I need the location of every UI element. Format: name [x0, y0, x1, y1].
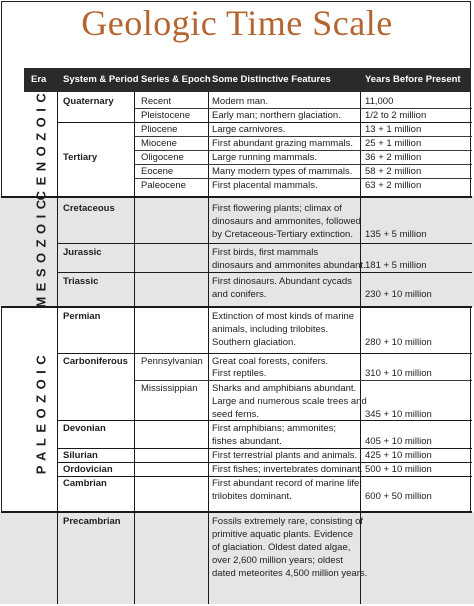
epoch-mississippian: Mississippian — [141, 383, 198, 394]
feature-cambrian: trilobites dominant. — [212, 491, 292, 502]
years-oligocene: 36 + 2 million — [365, 152, 422, 163]
row-rule — [134, 108, 472, 109]
column-rule — [57, 92, 58, 604]
years-pennsylvanian: 310 + 10 million — [365, 368, 432, 379]
feature-devonian: fishes abundant. — [212, 436, 282, 447]
feature-triassic: and conifers. — [212, 289, 267, 300]
years-eocene: 58 + 2 million — [365, 166, 422, 177]
years-devonian: 405 + 10 million — [365, 436, 432, 447]
years-jurassic: 181 + 5 million — [365, 260, 427, 271]
era-rule — [1, 511, 472, 513]
feature-silurian: First terrestrial plants and animals. — [212, 450, 358, 461]
row-rule — [57, 462, 472, 463]
feature-pliocene: Large carnivores. — [212, 124, 286, 135]
feature-pleistocene: Early man; northern glaciation. — [212, 110, 341, 121]
row-rule — [57, 448, 472, 449]
epoch-miocene: Miocene — [141, 138, 177, 149]
header-era: Era — [31, 74, 47, 85]
years-silurian: 425 + 10 million — [365, 450, 432, 461]
period-permian: Permian — [63, 311, 101, 322]
row-rule — [57, 243, 472, 244]
years-ordovician: 500 + 10 million — [365, 464, 432, 475]
feature-precambrian: primitive aquatic plants. Evidence — [212, 529, 353, 540]
period-ordovician: Ordovician — [63, 464, 113, 475]
feature-cretaceous: by Cretaceous-Tertiary extinction. — [212, 229, 353, 240]
period-quaternary: Quaternary — [63, 96, 114, 107]
years-permian: 280 + 10 million — [365, 337, 432, 348]
era-cenozoic: CENOZOIC — [33, 87, 49, 201]
period-carboniferous: Carboniferous — [63, 356, 128, 367]
years-recent: 11,000 — [365, 96, 394, 107]
feature-cretaceous: dinosaurs and ammonites, followed — [212, 216, 361, 227]
epoch-oligocene: Oligocene — [141, 152, 184, 163]
row-rule — [134, 136, 472, 137]
column-rule — [134, 92, 135, 604]
period-triassic: Triassic — [63, 276, 99, 287]
feature-precambrian: Fossils extremely rare, consisting of — [212, 516, 363, 527]
years-pleistocene: 1/2 to 2 million — [365, 110, 427, 121]
era-rule — [1, 196, 472, 198]
feature-precambrian: dated meteorites 4,500 million years. — [212, 568, 368, 579]
years-triassic: 230 + 10 million — [365, 289, 432, 300]
period-precambrian: Precambrian — [63, 516, 121, 527]
feature-jurassic: First birds, first mammals — [212, 247, 319, 258]
header-system: System & Period — [63, 74, 139, 85]
feature-oligocene: Large running mammals. — [212, 152, 318, 163]
column-rule — [208, 92, 209, 604]
years-cambrian: 600 + 50 million — [365, 491, 432, 502]
row-rule — [134, 380, 472, 381]
feature-mississippian: Sharks and amphibians abundant. — [212, 383, 357, 394]
feature-recent: Modern man. — [212, 96, 268, 107]
header-series: Series & Epoch — [141, 74, 211, 85]
feature-pennsylvanian: First reptiles. — [212, 368, 267, 379]
feature-mississippian: seed ferns. — [212, 409, 259, 420]
feature-cretaceous: First flowering plants; climax of — [212, 203, 342, 214]
feature-mississippian: Large and numerous scale trees and — [212, 396, 367, 407]
row-rule — [57, 353, 472, 354]
years-paleocene: 63 + 2 million — [365, 180, 422, 191]
era-rule — [1, 306, 472, 308]
row-rule — [134, 178, 472, 179]
feature-pennsylvanian: Great coal forests, conifers. — [212, 356, 329, 367]
epoch-pleistocene: Pleistocene — [141, 110, 191, 121]
period-devonian: Devonian — [63, 423, 106, 434]
epoch-eocene: Eocene — [141, 166, 174, 177]
period-cambrian: Cambrian — [63, 478, 107, 489]
years-pliocene: 13 + 1 million — [365, 124, 422, 135]
header-years: Years Before Present — [365, 74, 461, 85]
row-rule — [57, 122, 472, 123]
row-rule — [134, 150, 472, 151]
period-silurian: Silurian — [63, 450, 98, 461]
epoch-pennsylvanian: Pennsylvanian — [141, 356, 203, 367]
row-rule — [57, 476, 472, 477]
feature-miocene: First abundant grazing mammals. — [212, 138, 353, 149]
feature-jurassic: dinosaurs and ammonites abundant. — [212, 260, 366, 271]
feature-triassic: First dinosaurs. Abundant cycads — [212, 276, 352, 287]
feature-permian: Southern glaciation. — [212, 337, 296, 348]
feature-devonian: First amphibians; ammonites; — [212, 423, 337, 434]
period-cretaceous: Cretaceous — [63, 203, 115, 214]
feature-eocene: Many modern types of mammals. — [212, 166, 353, 177]
years-miocene: 25 + 1 million — [365, 138, 422, 149]
row-rule — [134, 164, 472, 165]
era-paleozoic: PALEOZOIC — [33, 349, 49, 475]
feature-permian: Extinction of most kinds of marine — [212, 311, 355, 322]
feature-ordovician: First fishes; invertebrates dominant. — [212, 464, 363, 475]
period-tertiary: Tertiary — [63, 152, 98, 163]
header-features: Some Distinctive Features — [212, 74, 331, 85]
era-mesozoic: MESOZOIC — [33, 194, 49, 308]
feature-paleocene: First placental mammals. — [212, 180, 318, 191]
feature-permian: animals, including trilobites. — [212, 324, 329, 335]
row-rule — [57, 272, 472, 273]
feature-precambrian: over 2,600 million years; oldest — [212, 555, 343, 566]
years-mississippian: 345 + 10 million — [365, 409, 432, 420]
page-title: Geologic Time Scale — [81, 3, 393, 43]
epoch-pliocene: Pliocene — [141, 124, 178, 135]
feature-precambrian: of glaciation. Oldest dated algae, — [212, 542, 351, 553]
epoch-recent: Recent — [141, 96, 172, 107]
years-cretaceous: 135 + 5 million — [365, 229, 427, 240]
epoch-paleocene: Paleocene — [141, 180, 186, 191]
period-jurassic: Jurassic — [63, 247, 102, 258]
feature-cambrian: First abundant record of marine life; — [212, 478, 362, 489]
